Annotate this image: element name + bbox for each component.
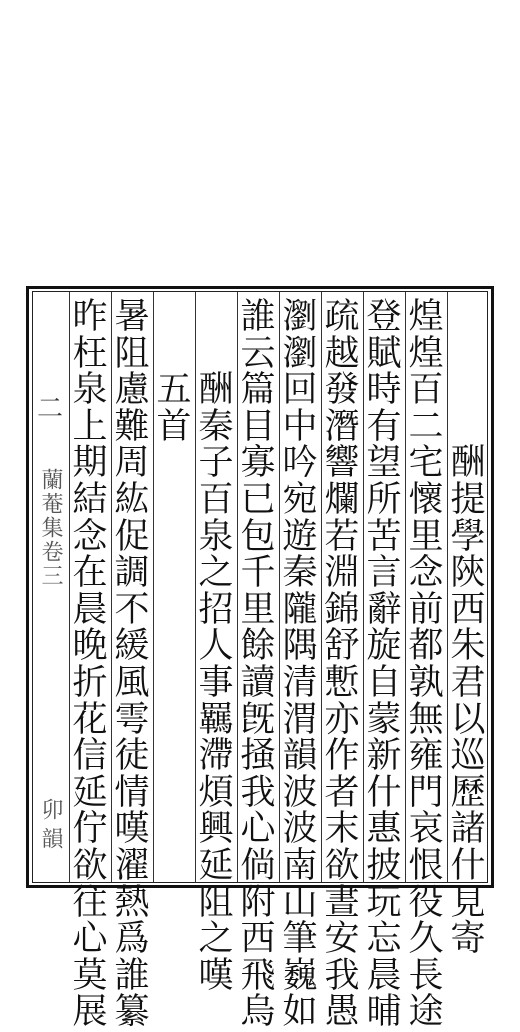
glyph: 子 xyxy=(198,443,234,484)
glyph: 望 xyxy=(366,443,402,484)
glyph: 泉 xyxy=(72,370,108,411)
glyph: 見 xyxy=(450,882,486,923)
glyph: 情 xyxy=(114,772,150,813)
glyph: 讀 xyxy=(240,662,276,703)
glyph: 歷 xyxy=(450,772,486,813)
glyph: 寄 xyxy=(450,919,486,960)
glyph: 回 xyxy=(282,370,318,411)
glyph: 濯 xyxy=(114,845,150,886)
glyph: 遊 xyxy=(282,516,318,557)
glyph: 韻 xyxy=(282,736,318,777)
glyph: 我 xyxy=(324,955,360,996)
glyph: 有 xyxy=(366,406,402,447)
glyph: 如 xyxy=(282,992,318,1032)
glyph: 君 xyxy=(450,662,486,703)
text-column-4 xyxy=(323,297,361,1032)
glyph: 云 xyxy=(240,333,276,374)
column-rule xyxy=(321,292,322,882)
glyph: 周 xyxy=(114,443,150,484)
glyph: 纂 xyxy=(114,992,150,1032)
column-rule xyxy=(405,292,406,882)
text-column-8 xyxy=(155,300,193,446)
text-column-5 xyxy=(281,297,319,1032)
glyph: 山 xyxy=(282,882,318,923)
glyph: 里 xyxy=(240,589,276,630)
glyph: 泉 xyxy=(198,516,234,557)
text-column-3 xyxy=(365,297,403,1032)
glyph: 結 xyxy=(72,479,108,520)
glyph: 役 xyxy=(408,882,444,923)
glyph: 紘 xyxy=(114,479,150,520)
glyph: 徒 xyxy=(114,736,150,777)
glyph: 往 xyxy=(72,882,108,923)
glyph: 欲 xyxy=(324,845,360,886)
glyph: 欲 xyxy=(72,845,108,886)
glyph: 久 xyxy=(408,919,444,960)
glyph: 愚 xyxy=(324,992,360,1032)
glyph: 晡 xyxy=(366,992,402,1032)
glyph: 孰 xyxy=(408,662,444,703)
glyph: 前 xyxy=(408,589,444,630)
glyph: 言 xyxy=(366,553,402,594)
column-rule xyxy=(111,292,112,882)
glyph: 恨 xyxy=(408,845,444,886)
glyph: 五 xyxy=(156,370,192,411)
glyph: 淵 xyxy=(324,553,360,594)
glyph: 在 xyxy=(72,553,108,594)
glyph: 之 xyxy=(198,553,234,594)
glyph: 苦 xyxy=(366,516,402,557)
glyph: 爛 xyxy=(324,479,360,520)
glyph: 延 xyxy=(72,772,108,813)
glyph: 忘 xyxy=(366,919,402,960)
glyph: 自 xyxy=(366,662,402,703)
text-column-7 xyxy=(197,300,235,995)
glyph: 西 xyxy=(450,589,486,630)
glyph: 舒 xyxy=(324,626,360,667)
glyph: 諸 xyxy=(450,809,486,850)
glyph: 渭 xyxy=(282,699,318,740)
glyph: 隅 xyxy=(282,626,318,667)
glyph: 瀏 xyxy=(282,297,318,337)
glyph: 南 xyxy=(282,845,318,886)
glyph: 亦 xyxy=(324,699,360,740)
glyph: 者 xyxy=(324,772,360,813)
glyph: 百 xyxy=(408,370,444,411)
glyph: 辭 xyxy=(366,589,402,630)
glyph: 晝 xyxy=(324,882,360,923)
glyph: 昨 xyxy=(72,297,108,337)
glyph: 無 xyxy=(408,699,444,740)
glyph: 首 xyxy=(156,406,192,447)
column-rule xyxy=(447,292,448,882)
glyph: 懷 xyxy=(408,479,444,520)
glyph: 越 xyxy=(324,333,360,374)
glyph: 爲 xyxy=(114,919,150,960)
glyph: 所 xyxy=(366,479,402,520)
fold-mark: 卯 韻 xyxy=(38,798,63,849)
glyph: 中 xyxy=(282,406,318,447)
glyph: 折 xyxy=(72,662,108,703)
glyph: 興 xyxy=(198,809,234,850)
glyph: 若 xyxy=(324,516,360,557)
glyph: 朱 xyxy=(450,626,486,667)
glyph: 緩 xyxy=(114,626,150,667)
page-number: 二 xyxy=(36,394,63,424)
column-rule xyxy=(195,292,196,882)
glyph: 登 xyxy=(366,297,402,337)
glyph: 滯 xyxy=(198,736,234,777)
glyph: 宅 xyxy=(408,443,444,484)
glyph: 哀 xyxy=(408,809,444,850)
glyph: 末 xyxy=(324,809,360,850)
text-column-6 xyxy=(239,297,277,1032)
glyph: 隴 xyxy=(282,589,318,630)
glyph: 吟 xyxy=(282,443,318,484)
book-title: 蘭菴集卷三 xyxy=(38,468,63,588)
text-column-1 xyxy=(449,300,487,959)
glyph: 什 xyxy=(366,772,402,813)
glyph: 心 xyxy=(72,919,108,960)
glyph: 不 xyxy=(114,589,150,630)
glyph: 烏 xyxy=(240,992,276,1032)
glyph: 賦 xyxy=(366,333,402,374)
glyph: 花 xyxy=(72,699,108,740)
glyph: 長 xyxy=(408,955,444,996)
glyph: 波 xyxy=(282,809,318,850)
glyph: 阻 xyxy=(114,333,150,374)
glyph: 響 xyxy=(324,443,360,484)
glyph: 嘆 xyxy=(114,809,150,850)
glyph: 已 xyxy=(240,479,276,520)
text-column-9 xyxy=(113,297,151,1032)
glyph: 慮 xyxy=(114,370,150,411)
glyph: 枉 xyxy=(72,333,108,374)
glyph: 佇 xyxy=(72,809,108,850)
glyph: 新 xyxy=(366,736,402,777)
glyph: 上 xyxy=(72,406,108,447)
glyph: 目 xyxy=(240,406,276,447)
glyph: 安 xyxy=(324,919,360,960)
glyph: 二 xyxy=(408,406,444,447)
column-rule xyxy=(69,292,70,882)
glyph: 玩 xyxy=(366,882,402,923)
glyph: 煌 xyxy=(408,297,444,337)
glyph: 阻 xyxy=(198,882,234,923)
glyph: 酬 xyxy=(198,370,234,411)
glyph: 疏 xyxy=(324,297,360,337)
glyph: 風 xyxy=(114,662,150,703)
glyph: 餘 xyxy=(240,626,276,667)
glyph: 秦 xyxy=(198,406,234,447)
glyph: 我 xyxy=(240,772,276,813)
glyph: 展 xyxy=(72,992,108,1032)
glyph: 巍 xyxy=(282,955,318,996)
glyph: 之 xyxy=(198,919,234,960)
glyph: 掻 xyxy=(240,736,276,777)
glyph: 篇 xyxy=(240,370,276,411)
glyph: 煩 xyxy=(198,772,234,813)
glyph: 都 xyxy=(408,626,444,667)
glyph: 飛 xyxy=(240,955,276,996)
glyph: 門 xyxy=(408,772,444,813)
glyph: 秦 xyxy=(282,553,318,594)
glyph: 里 xyxy=(408,516,444,557)
glyph: 瀏 xyxy=(282,333,318,374)
glyph: 旣 xyxy=(240,699,276,740)
margin-column xyxy=(36,396,64,849)
glyph: 倘 xyxy=(240,845,276,886)
glyph: 千 xyxy=(240,553,276,594)
text-column-2 xyxy=(407,297,445,1032)
glyph: 晨 xyxy=(366,955,402,996)
glyph: 酬 xyxy=(450,443,486,484)
glyph: 包 xyxy=(240,516,276,557)
glyph: 晨 xyxy=(72,589,108,630)
glyph: 晚 xyxy=(72,626,108,667)
glyph: 雩 xyxy=(114,699,150,740)
glyph: 難 xyxy=(114,406,150,447)
glyph: 百 xyxy=(198,479,234,520)
glyph: 雍 xyxy=(408,736,444,777)
column-rule xyxy=(279,292,280,882)
glyph: 招 xyxy=(198,589,234,630)
glyph: 調 xyxy=(114,553,150,594)
glyph: 旋 xyxy=(366,626,402,667)
glyph: 延 xyxy=(198,845,234,886)
glyph: 熱 xyxy=(114,882,150,923)
glyph: 信 xyxy=(72,736,108,777)
glyph: 宛 xyxy=(282,479,318,520)
column-rule xyxy=(153,292,154,882)
glyph: 寡 xyxy=(240,443,276,484)
glyph: 時 xyxy=(366,370,402,411)
glyph: 蒙 xyxy=(366,699,402,740)
glyph: 發 xyxy=(324,370,360,411)
glyph: 促 xyxy=(114,516,150,557)
column-rule xyxy=(363,292,364,882)
glyph: 念 xyxy=(72,516,108,557)
glyph: 煌 xyxy=(408,333,444,374)
column-rule xyxy=(237,292,238,882)
glyph: 慙 xyxy=(324,662,360,703)
glyph: 學 xyxy=(450,516,486,557)
glyph: 波 xyxy=(282,772,318,813)
glyph: 西 xyxy=(240,919,276,960)
glyph: 惠 xyxy=(366,809,402,850)
glyph: 暑 xyxy=(114,297,150,337)
glyph: 心 xyxy=(240,809,276,850)
glyph: 陝 xyxy=(450,553,486,594)
glyph: 錦 xyxy=(324,589,360,630)
glyph: 提 xyxy=(450,479,486,520)
glyph: 清 xyxy=(282,662,318,703)
glyph: 人 xyxy=(198,626,234,667)
glyph: 嘆 xyxy=(198,955,234,996)
glyph: 莫 xyxy=(72,955,108,996)
glyph: 誰 xyxy=(114,955,150,996)
glyph: 巡 xyxy=(450,736,486,777)
glyph: 筆 xyxy=(282,919,318,960)
glyph: 披 xyxy=(366,845,402,886)
glyph: 作 xyxy=(324,736,360,777)
glyph: 羈 xyxy=(198,699,234,740)
glyph: 念 xyxy=(408,553,444,594)
glyph: 途 xyxy=(408,992,444,1032)
glyph: 事 xyxy=(198,662,234,703)
glyph: 什 xyxy=(450,845,486,886)
text-column-10 xyxy=(71,297,109,1032)
glyph: 以 xyxy=(450,699,486,740)
glyph: 期 xyxy=(72,443,108,484)
glyph: 附 xyxy=(240,882,276,923)
glyph: 誰 xyxy=(240,297,276,337)
glyph: 潛 xyxy=(324,406,360,447)
